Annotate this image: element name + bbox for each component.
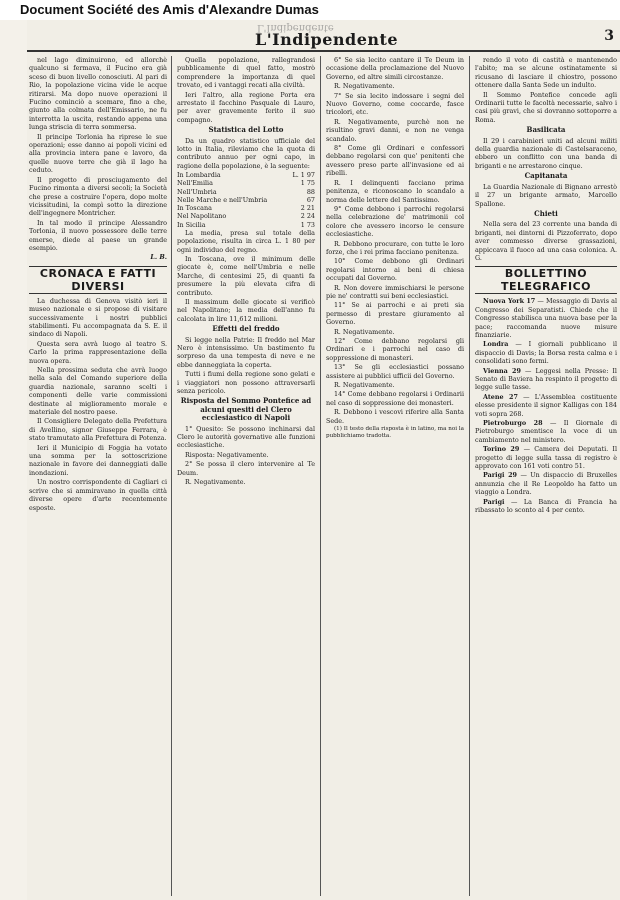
qa-paragraph: 11° Se ai parrochi e ai preti sia permesso di prestare giuramento al Governo. — [326, 301, 464, 327]
section-heading-bollettino: BOLLETTINO TELEGRAFICO — [475, 266, 617, 294]
qa-paragraph: R. Negativamente, purchè non ne risultino gravi danni, e non ne venga scandalo. — [326, 117, 464, 143]
telegram-item: Vienna 29 — Leggesi nella Presse: Il Senato di Baviera ha respinto il progetto di legge sulle tasse. — [475, 366, 617, 392]
column-3 — [326, 56, 464, 441]
table-row: Nelle Marche e nell'Umbria 67 — [177, 195, 315, 204]
news-paragraph: Nella prossima seduta che avrà luogo nella sala del Comando superiore della guardia nazionale, saranno scelti i componenti delle varie commissioni destinate al miglioramento morale e materiale del nostro paese. — [29, 366, 167, 417]
qa-paragraph: 13° Se gli ecclesiastici possano assistere ai pubblici ufficii del Governo. — [326, 363, 464, 380]
heading-chieti: Chieti — [534, 208, 558, 218]
news-paragraph: 2° Se possa il clero intervenire al Te Deum. — [177, 460, 315, 477]
document-title: Document Société des Amis d'Alexandre Dumas — [20, 2, 319, 17]
news-paragraph: 1° Quesito: Se possono inchinarsi dal Clero le autorità governative alle funzioni ecclesiastiche. — [177, 424, 315, 450]
telegram-item: Londra — I giornali pubblicano il dispaccio di Davis; la Borsa resta calma e i consolidati sono fermi. — [475, 340, 617, 366]
qa-paragraph: R. Debbono i vescovi riferire alla Santa Sede. — [326, 408, 464, 425]
telegram-item: Pietroburgo 28 — Il Giornale di Pietroburgo smentisce la voce di un cambiamento nel ministero. — [475, 419, 617, 444]
qa-paragraph: R. Negativamente. — [334, 381, 395, 390]
section-heading-cronaca: CRONACA E FATTI DIVERSI — [29, 266, 167, 294]
article-paragraph: nel lago diminuirono, ed allorchè qualcuno si fermava, il Fucino era già sceso di buon livello conosciuti. Al pari di Rio, la popolazione vicina vide le acque ritirarsi. Ma dopo nuove operazioni il Fucino cominciò a scemare, fino a che, giunto alla colmata dell'Emissario, ne fu interrotta la uscita, restando appena una lunga striscia di terra sommersa. — [29, 56, 167, 132]
column-1 — [29, 56, 167, 513]
article-paragraph: Il principe Torlonia ha riprese le sue operazioni; esse danno ai popoli vicini ed alla provincia intera pane e lavoro, da quelle nuove terre che già il lago ha ceduto. — [29, 132, 167, 175]
masthead-show-through: L'Indipendente — [257, 22, 334, 33]
qa-paragraph: R. Non dovere immischiarsi le persone pie ne' contratti sui beni ecclesiastici. — [326, 283, 464, 300]
article-signature: L. B. — [150, 253, 167, 262]
table-row: Nell'Emilia 1 75 — [177, 179, 315, 188]
news-paragraph: Un nostro corrispondente di Cagliari ci scrive che si ammiravano in quella città diverse opere d'arte recentemente esposte. — [29, 478, 167, 512]
telegram-item: Parigi — La Banca di Francia ha ribassato lo sconto al 4 per cento. — [475, 497, 617, 515]
table-row: Nell'Umbria 88 — [177, 187, 315, 196]
qa-paragraph: R. I delinquenti facciano prima penitenza, e riconoscano lo scandalo a norma delle lettere del Santissimo. — [326, 178, 464, 204]
table-row: In Toscana 2 21 — [177, 204, 315, 213]
news-paragraph: Nella sera del 23 corrente una banda di briganti, nei dintorni di Pizzoferrato, dopo aver commesso diverse grassazioni, appiccava il fuoco ad una casa colonica. A. G. — [475, 220, 617, 262]
news-paragraph: rendo il voto di castità e mantenendo l'abito; ma se alcune ostinatamente si ricusano di lasciare il chiostro, possono ottenere dalla Santa Sede un indulto. — [475, 56, 617, 90]
table-row: Nel Napolitano 2 24 — [177, 212, 315, 221]
telegram-item: Torino 29 — Camera dei Deputati. Il progetto di legge sulla tassa di registro è approvato con 161 voti contro 51. — [475, 445, 617, 471]
news-paragraph: Il Consigliere Delegato della Prefettura di Avellino, signor Giuseppe Ferrara, è stato tramutato alla Prefettura di Potenza. — [29, 417, 167, 443]
news-paragraph: La Guardia Nazionale di Bignano arrestò il 27 un brigante armato, Marcello Spallone. — [475, 182, 617, 208]
column-separator — [320, 56, 321, 896]
column-2 — [177, 56, 315, 487]
heading-statistica-lotto: Statistica del Lotto — [208, 125, 284, 135]
table-row: In Lombardia L. 1 97 — [177, 171, 315, 180]
news-paragraph: Questa sera avrà luogo al teatro S. Carlo la prima rappresentazione della nuova opera. — [29, 339, 167, 365]
article-paragraph: Il progetto di prosciugamento del Fucino rimonta a diversi secoli; la Società che prese a costruire l'opera, dopo molte vicissitudini, la compì sotto la direzione dell'ingegnere Montricher. — [29, 175, 167, 218]
heading-effetti-freddo: Effetti del freddo — [212, 324, 280, 334]
news-paragraph: Risposta: Negativamente. — [185, 450, 269, 459]
qa-paragraph: R. Negativamente. — [334, 327, 395, 336]
news-paragraph: R. Negativamente. — [185, 478, 246, 487]
masthead-title: L'Indipendente — [255, 30, 399, 49]
qa-paragraph: 12° Come debbano regolarsi gli Ordinari e i parrochi nel caso di soppressione di monasteri. — [326, 337, 464, 362]
qa-paragraph: 10° Come debbono gli Ordinari regolarsi intorno ai beni di chiesa occupati dal Governo. — [326, 257, 464, 283]
news-paragraph: La media, presa sul totale della popolazione, risulta in circa L. 1 80 per ogni individuo del regno. — [177, 228, 315, 254]
column-4 — [475, 56, 617, 516]
column-separator — [469, 56, 470, 896]
table-row: In Sicilia 1 73 — [177, 220, 315, 229]
news-paragraph: Il Sommo Pontefice concede agli Ordinarii tutte le facoltà necessarie, salvo i casi più gravi, che si dovranno sottoporre a Roma. — [475, 90, 617, 124]
document-header-bar — [0, 0, 620, 20]
telegram-item: Atene 27 — L'Assemblea costituente elesse presidente il signor Kalligas con 184 voti sopra 268. — [475, 392, 617, 418]
lotto-table — [177, 171, 315, 228]
heading-risposta-pontefice: Risposta del Sommo Pontefice ad alcuni quesiti del Clero ecclesiastico di Napoli — [180, 396, 312, 423]
qa-paragraph: R. Negativamente. — [334, 82, 395, 91]
heading-capitanata: Capitanata — [524, 171, 568, 181]
news-paragraph: Si legge nella Patrie: Il freddo nel Mar Nero è intensissimo. Un bastimento fu sorpreso da una tempesta di neve e ne ebbe danneggiata la coperta. — [177, 335, 315, 369]
news-paragraph: Tutti i fiumi della regione sono gelati e i viaggiatori non possono attraversarli senza pericolo. — [177, 370, 315, 396]
article-paragraph: In tal modo il principe Alessandro Torlonia, il nuovo possessore delle terre emerse, diede al paese un grande esempio. — [29, 218, 167, 252]
news-paragraph: Ieri il Municipio di Foggia ha votato una somma per la sottoscrizione nazionale in favore dei danneggiati dalle inondazioni. — [29, 443, 167, 477]
masthead — [27, 22, 620, 49]
column-separator — [171, 56, 172, 896]
qa-paragraph: 6° Se sia lecito cantare il Te Deum in occasione della proclamazione del Nuovo Governo, ed altre simili circostanze. — [326, 56, 464, 81]
news-paragraph: Da un quadro statistico ufficiale del lotto in Italia, rileviamo che la quota di contributo annuo per ogni capo, in ragione della popolazione, è la seguente: — [177, 136, 315, 170]
qa-paragraph: 9° Come debbono i parrochi regolarsi nella celebrazione de' matrimonii col colore che avessero incorso le censure ecclesiastiche. — [326, 204, 464, 239]
news-paragraph: Ieri l'altro, alla regione Porta era arrestato il facchino Pasquale di Lauro, per aver gravemente ferito il suo compagno. — [177, 90, 315, 124]
newspaper-page — [27, 20, 620, 900]
page-number: 3 — [604, 28, 614, 44]
news-paragraph: Il 29 i carabinieri uniti ad alcuni militi della guardia nazionale di Castelsaraceno, ebbero un conflitto con una banda di briganti e ne arrestarono cinque. — [475, 136, 617, 170]
news-paragraph: La duchessa di Genova visitò ieri il museo nazionale e si propose di visitare successivamente i nostri pubblici stabilimenti. Fu accompagnata da S. E. il sindaco di Napoli. — [29, 296, 167, 339]
heading-basilicata: Basilicata — [526, 125, 566, 135]
telegram-item: Nuova York 17 — Messaggio di Davis al Congresso dei Separatisti. Chiede che il Congresso stabilisca una nuova base per la pace; raccomanda nuove misure finanziarie. — [475, 297, 617, 339]
qa-paragraph: 14° Come debbano regolarsi i Ordinarii nel caso di soppressione dei monasteri. — [326, 390, 464, 407]
news-paragraph: Quella popolazione, rallegrandosi pubblicamente di quel fatto, mostrò comprendere la importanza di quel trovato, ed i vantaggi recati alla civiltà. — [177, 56, 315, 90]
qa-paragraph: 8° Come gli Ordinari e confessori debbano regolarsi con que' penitenti che avessero preso parte all'invasione ed ai ribelli. — [326, 144, 464, 178]
news-paragraph: Il massimum delle giocate si verificò nel Napolitano; la media dell'anno fu calcolata in lire 11,612 milioni. — [177, 297, 315, 323]
telegram-item: Parigi 29 — Un dispaccio di Bruxelles annunzia che il Re Leopoldo ha fatto un viaggio a Londra. — [475, 471, 617, 497]
news-paragraph: In Toscana, ove il minimum delle giocate è, come nell'Umbria e nelle Marche, di centesimi 25, di quanti fa presumere la più elevata cifra di contributo. — [177, 254, 315, 297]
masthead-rule — [27, 50, 620, 52]
qa-paragraph: R. Debbono procurare, con tutte le loro forze, che i rei prima facciano penitenza. — [326, 239, 464, 256]
qa-paragraph: 7° Se sia lecito indossare i segni del Nuovo Governo, come coccarde, fasce tricolori, etc. — [326, 91, 464, 117]
footnote: (1) Il testo della risposta è in latino, ma noi la pubblichiamo tradotta. — [326, 426, 464, 440]
